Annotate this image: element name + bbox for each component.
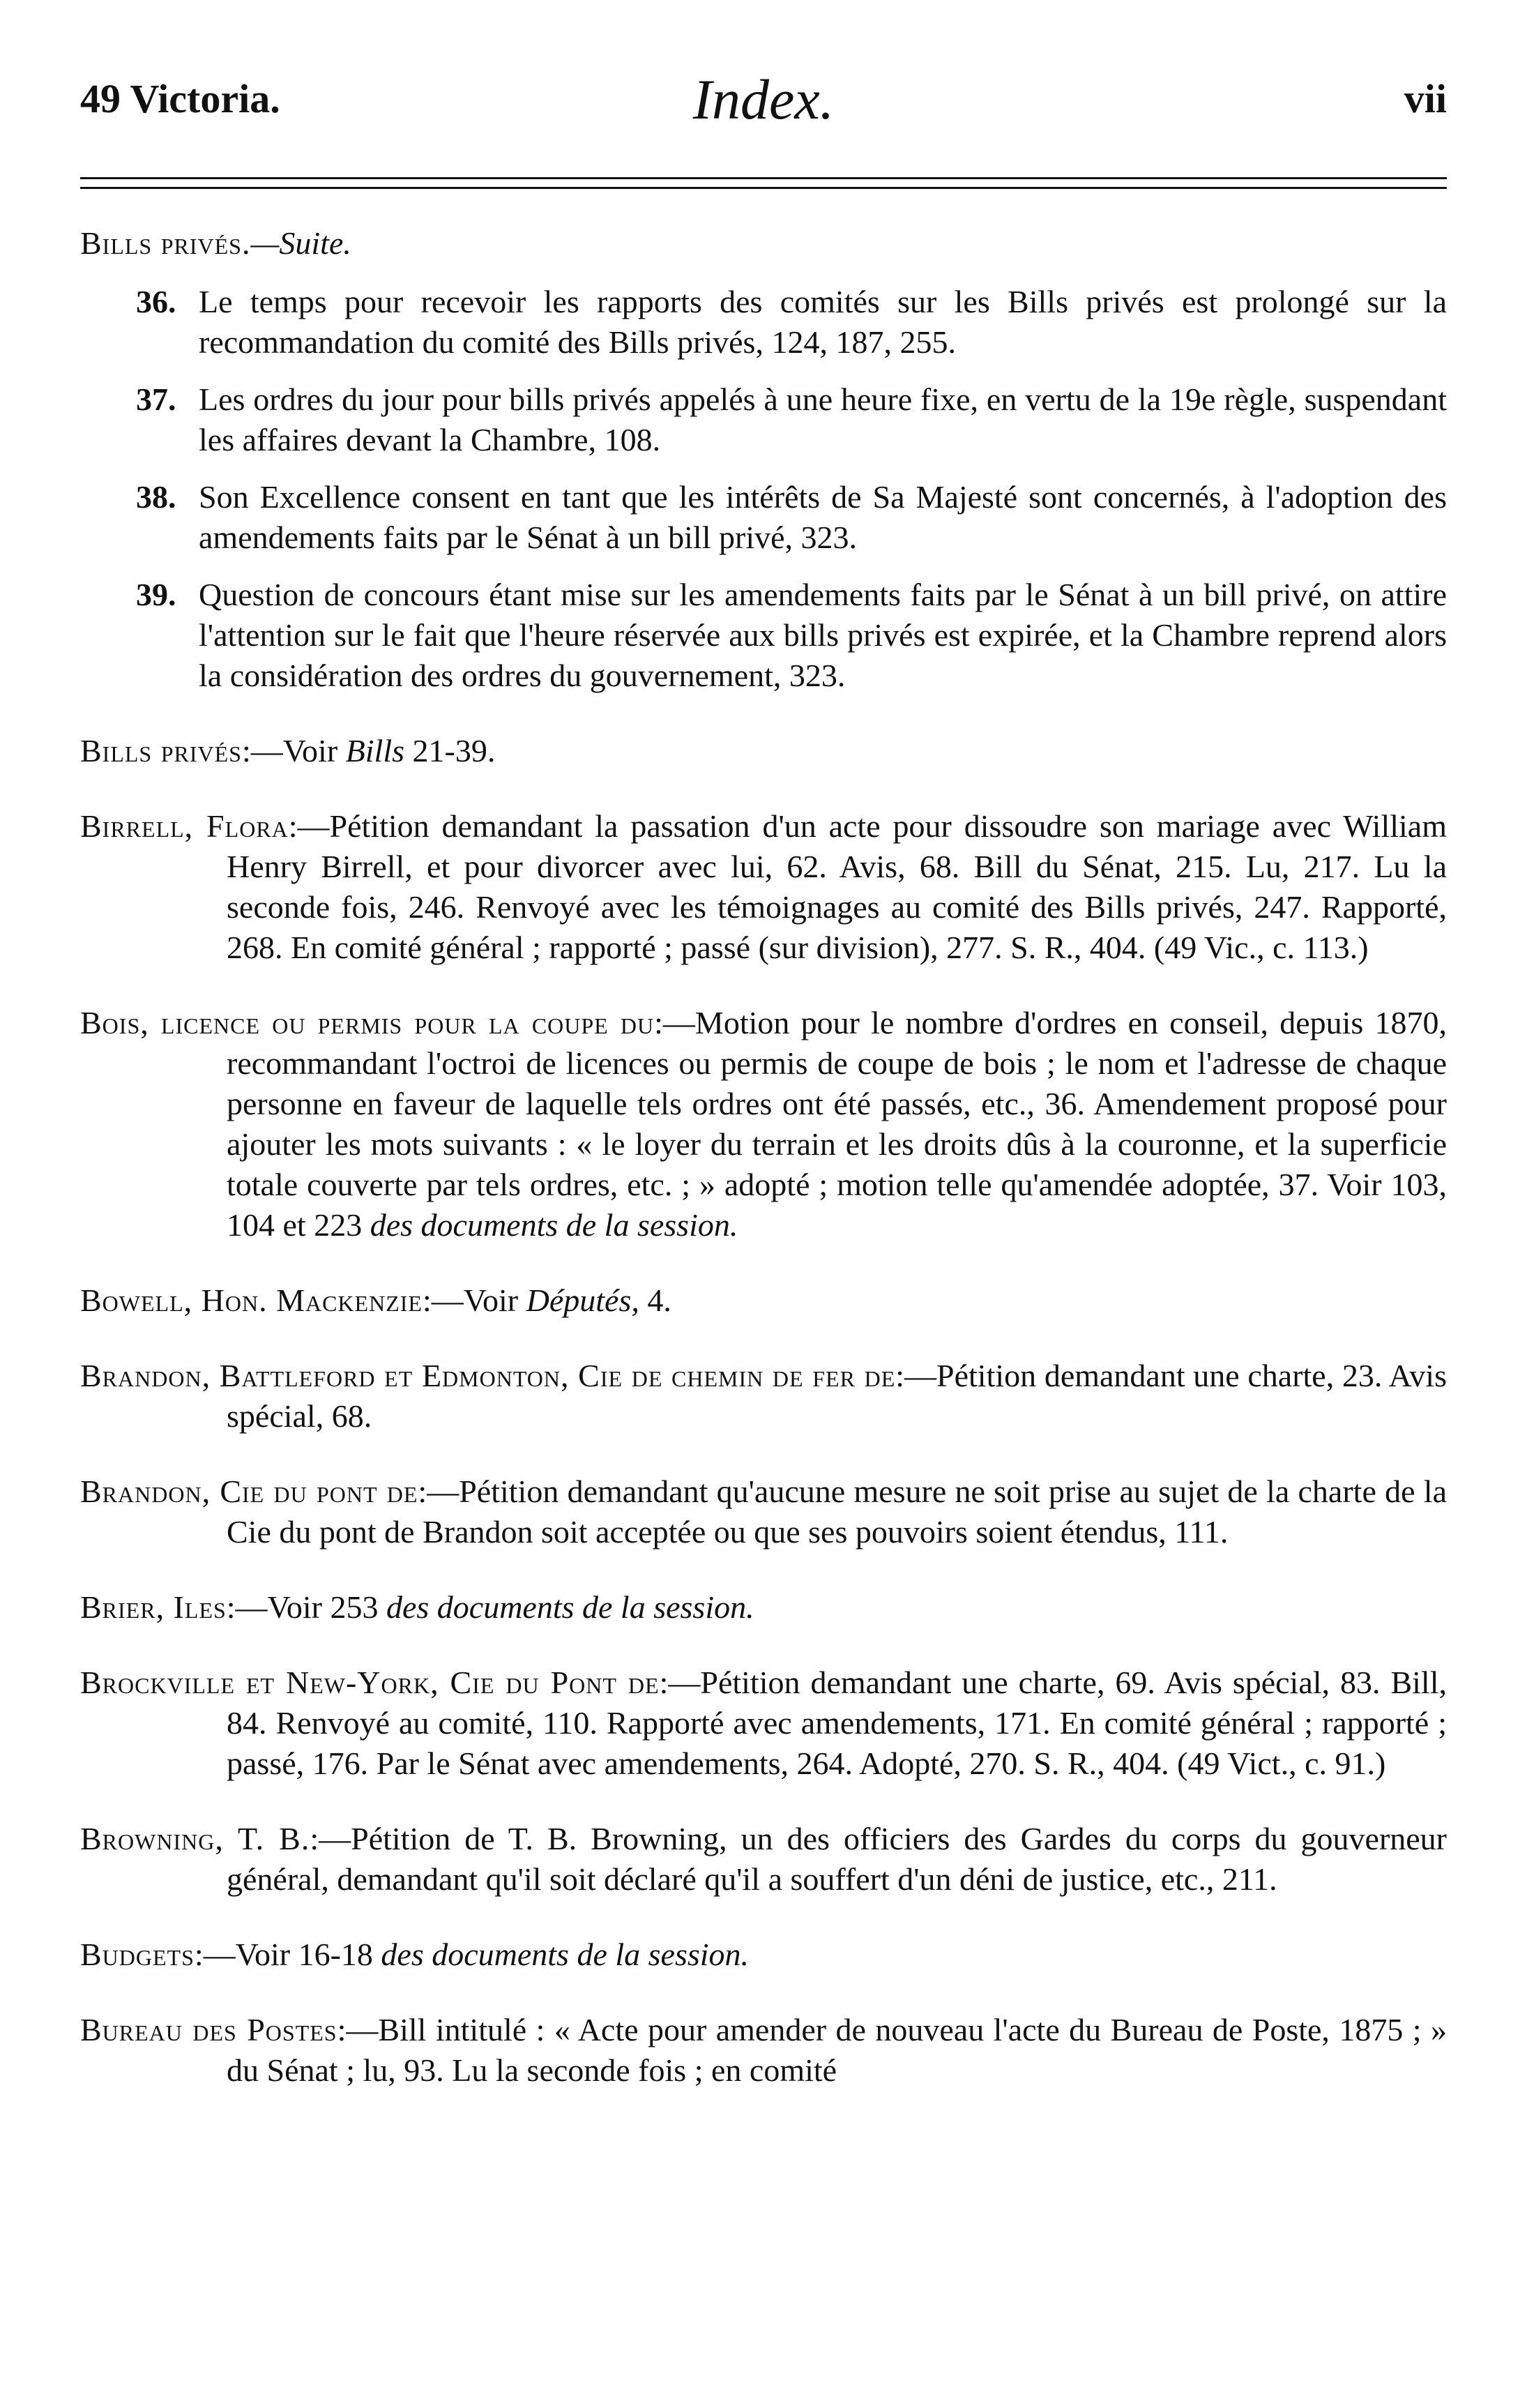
entry-italic-ref: Députés, [526,1282,639,1318]
entry-body: :—Voir [241,733,346,768]
entry-heading: Brier, Iles [80,1589,227,1625]
index-entry [80,1587,1447,1628]
index-entry [80,1471,1447,1552]
entry-heading: Brandon, Battleford et Edmonton, Cie de chemin de fer de [80,1358,896,1393]
entry-body: :—Pétition demandant qu'aucune mesure ne soit prise au sujet de la charte de la Cie du pont de Brandon soit acceptée ou que ses pouvoirs soient étendus, 111. [227,1474,1447,1550]
continued-section-heading [80,223,1447,264]
running-head-title: Index. [692,68,835,131]
entry-italic-ref: des documents de la session. [386,1589,754,1625]
index-entry [80,806,1447,968]
entry-heading: Bowell, Hon. Mackenzie [80,1282,423,1318]
entry-body: :—Pétition demandant une charte, 69. Avis spécial, 83. Bill, 84. Renvoyé au comité, 110. Rapporté avec amendements, 171. En comité général ; rapporté ; passé, 176. Par le Sénat avec amendements, 264. Adopté, 270. S. R., 404. (49 Vict., c. 91.) [227,1665,1447,1781]
entry-italic-ref: des documents de la session. [381,1937,750,1972]
index-entry [80,1280,1447,1321]
index-entry [80,1003,1447,1245]
entry-italic-ref: des documents de la session. [370,1207,738,1243]
numbered-item [80,379,1447,460]
index-entry [80,1819,1447,1900]
index-entry [80,1663,1447,1784]
entry-body: :—Voir 16-18 [194,1937,381,1972]
item-number: 37. [136,381,176,417]
index-content [80,223,1447,2119]
index-entry [80,731,1447,771]
item-number: 38. [136,479,176,515]
running-head-session: 49 Victoria. [80,76,280,121]
index-entry [80,1934,1447,1975]
entry-body: :—Pétition demandant une charte, 23. Avis spécial, 68. [227,1358,1447,1434]
entry-heading: Bureau des Postes [80,2012,337,2047]
entry-heading: Bills privés [80,733,242,768]
item-number: 39. [136,577,176,612]
entry-heading: Browning, T. B. [80,1821,310,1856]
entry-tail: 4. [639,1282,671,1318]
entry-heading: Birrell, Flora [80,808,289,844]
index-entry [80,1356,1447,1437]
header-rule-top [80,177,1447,179]
entry-heading: Budgets [80,1937,195,1972]
entry-body: :—Bill intitulé : « Acte pour amender de nouveau l'acte du Bureau de Poste, 1875 ; » du Sénat ; lu, 93. Lu la seconde fois ; en comité [227,2012,1447,2088]
entry-heading: Bois, licence ou permis pour la coupe du [80,1005,655,1040]
index-entry [80,2010,1447,2091]
entry-tail: 21-39. [404,733,496,768]
numbered-item [80,282,1447,363]
numbered-item [80,575,1447,696]
entry-heading: Brockville et New-York, Cie du Pont de [80,1665,660,1700]
entry-italic-ref: Bills [345,733,404,768]
item-text: Les ordres du jour pour bills privés appelés à une heure fixe, en vertu de la 19e règle, suspendant les affaires devant la Chambre, 108. [199,381,1447,457]
entry-body: :—Motion pour le nombre d'ordres en conseil, depuis 1870, recommandant l'octroi de licences ou permis de coupe de bois ; le nom et l'adresse de chaque personne en faveur de laquelle tels ordres ont été passés, etc., 36. Amendement proposé pour ajouter les mots suivants : « le loyer du terrain et les droits dûs à la couronne, et la superficie totale couverte par tels ordres, etc. ; » adopté ; motion telle qu'amendée adoptée, 37. Voir 103, 104 et 223 [227,1005,1448,1243]
item-number: 36. [136,284,176,319]
entry-body: :—Voir 253 [226,1589,386,1625]
entry-body: :—Pétition de T. B. Browning, un des officiers des Gardes du corps du gouverneur général, demandant qu'il soit déclaré qu'il a souffert d'un déni de justice, etc., 211. [227,1821,1447,1897]
entry-heading: Brandon, Cie du pont de [80,1474,418,1509]
item-text: Question de concours étant mise sur les amendements faits par le Sénat à un bill privé, on attire l'attention sur le fait que l'heure réservée aux bills privés est expirée, et la Chambre reprend alors la considération des ordres du gouvernement, 323. [199,577,1447,693]
item-text: Son Excellence consent en tant que les intérêts de Sa Majesté sont concernés, à l'adoption des amendements faits par le Sénat à un bill privé, 323. [199,479,1447,555]
page-header [80,61,1447,138]
section-heading-label: Bills privés. [80,225,251,261]
page-number: vii [1404,76,1447,121]
entry-body: :—Pétition demandant la passation d'un acte pour dissoudre son mariage avec William Henry Birrell, et pour divorcer avec lui, 62. Avis, 68. Bill du Sénat, 215. Lu, 217. Lu la seconde fois, 246. Renvoyé avec les témoignages au comité des Bills privés, 247. Rapporté, 268. En comité général ; rapporté ; passé (sur division), 277. S. R., 404. (49 Vic., c. 113.) [227,808,1447,965]
entry-body: :—Voir [422,1282,526,1318]
section-continued-label: —Suite. [250,225,351,261]
header-rule-bottom [80,187,1447,189]
item-text: Le temps pour recevoir les rapports des comités sur les Bills privés est prolongé sur la recommandation du comité des Bills privés, 124, 187, 255. [199,284,1447,360]
numbered-item [80,477,1447,558]
